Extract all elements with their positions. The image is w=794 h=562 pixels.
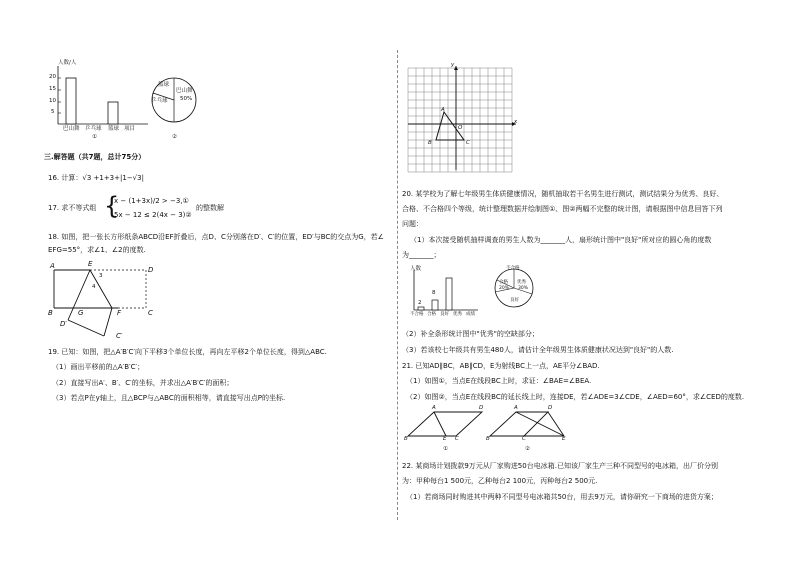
question-22-line2: 为：甲种每台1 500元，乙种每台2 100元，丙种每台2 500元. — [402, 477, 598, 485]
fig-label: C′ — [116, 332, 123, 340]
ytick: 5 — [51, 109, 55, 115]
question-21-line1: 21. 已知AD∥BC，AB∥CD，E为射线BC上一点，AE平分∠BAD. — [402, 362, 600, 370]
xcat: 篮球 — [108, 126, 120, 132]
point-label: B — [486, 436, 490, 442]
xunit: 项目 — [124, 126, 136, 132]
pie-label: 30% — [518, 286, 529, 291]
ytick: 20 — [49, 74, 56, 80]
point-label: D — [548, 405, 553, 411]
fig-label: 3 — [99, 273, 103, 279]
bar-category: 不合格 — [410, 312, 424, 317]
fig-label: E — [88, 260, 93, 268]
question-17-line1: x − (1+3x)/2 > −3,① — [114, 197, 189, 205]
pie-label: 良好 — [510, 298, 519, 303]
question-17-lead: 17. 求不等式组 — [48, 204, 97, 212]
bar-category: 合格 — [427, 312, 436, 317]
fig-label: D′ — [60, 320, 67, 328]
question-19-line3: （2）直接写出A′、B′、C′的坐标，并求出△A′B′C′的面积； — [52, 379, 234, 387]
fig-label: F — [117, 309, 122, 317]
bar-bashanwu — [66, 78, 76, 124]
question-20-line1: 20. 某学校为了解七年级男生体质健康情况，随机抽取若干名男生进行测试，测试结果分为优秀、良好、 — [402, 190, 724, 198]
question-19-line1: 19. 已知：如图，把△A′B′C′向下平移3个单位长度，再向左平移2个单位长度，得到△ABC. — [48, 348, 327, 356]
question-21-line3: （2）如图②，当点E在线段BC的延长线上时，连接DE，若∠ADE=3∠CDE，∠AED=60°，求∠CED的度数. — [406, 393, 745, 401]
xcat: 乒乓球 — [85, 126, 102, 132]
ytick: 10 — [49, 98, 56, 104]
pie-label: 50% — [180, 96, 193, 102]
point-label: B — [428, 140, 432, 146]
bar-category: 优秀 — [453, 312, 462, 317]
pie-label: 乒乓球 — [151, 98, 168, 104]
bar-good — [446, 278, 452, 310]
axis-label-y: y — [451, 62, 455, 68]
bar-basketball — [108, 102, 118, 124]
question-22-line3: （1）若商场同时购进其中两种不同型号电冰箱共50台，用去9万元，请你研究一下商场的进货方案； — [406, 493, 718, 501]
question-19-line4: （3）若点P在y轴上，且△BCP与△ABC的面积相等，请直接写出点P的坐标. — [52, 394, 286, 402]
question-18-line1: 18. 如图，把一张长方形纸条ABCD沿EF折叠后，点D、C分别落在D′、C′的位置，ED′与BC的交点为G，若∠ — [48, 233, 384, 241]
question-21-line2: （1）如图①，当点E在线段BC上时，求证：∠BAE=∠BEA. — [406, 377, 592, 385]
xcat: 巴山舞 — [63, 126, 80, 132]
axis-label-x: x — [514, 119, 518, 125]
point-label: A — [514, 405, 518, 411]
question-20-line7: （3）若该校七年级共有男生480人，请估计全年级男生体质健康状况达到"良好"的人数. — [402, 346, 674, 354]
bar-value: 2 — [418, 300, 422, 306]
point-label: D — [479, 405, 484, 411]
bar-category: 良好 — [440, 312, 449, 317]
fig-label: B — [48, 309, 53, 317]
fig-caption: ② — [172, 134, 177, 140]
system-brace: { — [104, 192, 120, 220]
question-16: 16. 计算：√3 +1+3+|1−√3| — [48, 174, 144, 182]
question-20-line4: （1）本次接受随机抽样调查的男生人数为_______人，扇形统计图中"良好"所对应的圆心角的度数 — [410, 236, 712, 244]
bar-value: 8 — [432, 290, 436, 296]
point-label: B — [404, 436, 408, 442]
chart-ylabel: 人数 — [410, 266, 422, 272]
coordinate-grid — [404, 64, 520, 176]
point-label: C — [522, 436, 526, 442]
point-label: C — [466, 140, 470, 146]
column-divider — [397, 50, 398, 520]
question-20-line2: 合格、不合格四个等级，统计整理数据并绘制图①、图②两幅不完整的统计图，请根据图中信息回答下列 — [402, 205, 723, 213]
bar-category: 成绩 — [466, 312, 475, 317]
question-17-tail: 的整数解 — [196, 204, 224, 212]
fig-label: 4 — [92, 284, 96, 290]
point-label: A — [432, 405, 436, 411]
point-label: C — [455, 436, 459, 442]
bar-ylabel: 人数/人 — [58, 60, 77, 66]
fig-caption: ② — [525, 446, 530, 452]
ytick: 15 — [49, 86, 56, 92]
fig-label: D — [148, 266, 154, 274]
pie-label: 篮球 — [158, 82, 170, 88]
fig-caption: ① — [443, 446, 448, 452]
question-18-line2: EFG=55°，求∠1、∠2的度数. — [48, 246, 146, 254]
question-19-line2: （1）画出平移前的△A′B′C′； — [52, 363, 145, 371]
q21-figure-2 — [486, 406, 570, 442]
question-20-line5: 为_______； — [402, 251, 441, 259]
question-20-line6: （2）补全条形统计图中"优秀"的空缺部分； — [402, 330, 539, 338]
point-label: A — [441, 107, 445, 113]
pie-label: 20% — [499, 286, 510, 291]
point-label: E — [443, 436, 447, 442]
fig-label: A — [50, 262, 55, 270]
point-label: E — [562, 436, 566, 442]
pie-label: 不合格 — [506, 266, 520, 271]
pie-label: 巴山舞 — [176, 88, 193, 94]
bar-qualified — [432, 300, 438, 310]
section-title: 三.解答题（共7题，总计75分） — [44, 153, 146, 161]
fig-caption: ① — [92, 134, 97, 140]
bar-unqualified — [418, 307, 424, 310]
fig-label: G — [78, 309, 84, 317]
question-17-line2: 5x − 12 ≤ 2(4x − 3)② — [114, 211, 192, 219]
pie-label: 合格 — [499, 280, 508, 285]
pie-label: 优秀 — [517, 280, 526, 285]
question-20-line3: 问题： — [402, 220, 423, 228]
point-label: O — [458, 125, 463, 131]
fig-label: C — [148, 309, 153, 317]
question-22-line1: 22. 某商场计划拨款9万元从厂家购进50台电冰箱.已知该厂家生产三种不同型号的电冰箱，出厂价分别 — [402, 462, 718, 470]
